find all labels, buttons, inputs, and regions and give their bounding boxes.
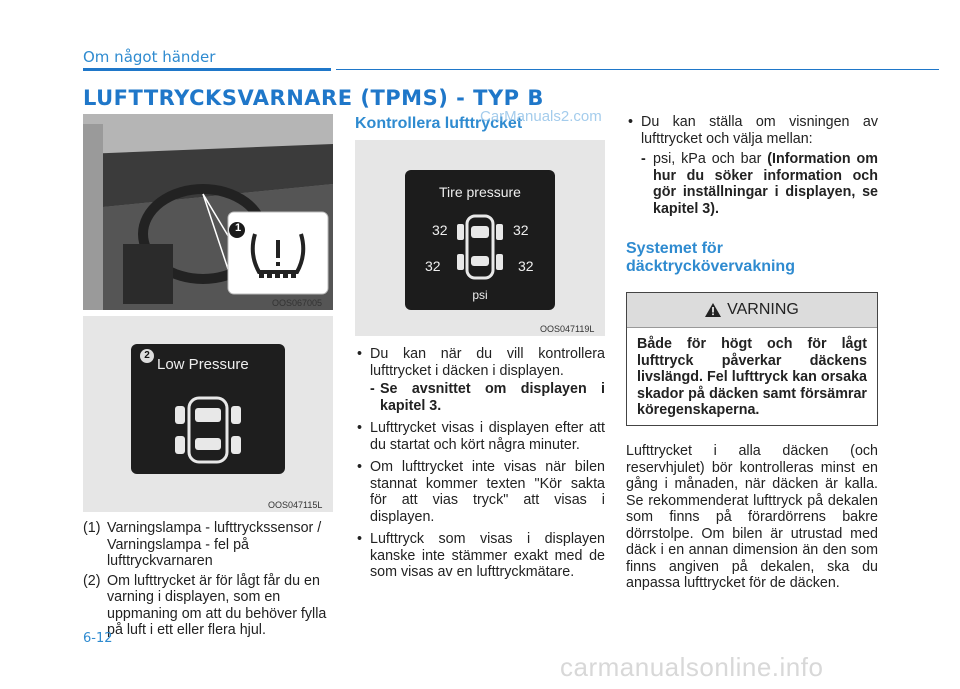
watermark-top: CarManuals2.com: [480, 108, 602, 125]
bullet-2: • Lufttrycket visas i displayen efter att du startat och kört några minuter.: [355, 420, 605, 453]
caption-2: [83, 573, 335, 639]
figure-code-3: OOS047119L: [540, 324, 595, 334]
tire-value-rear-left: 32: [425, 258, 441, 274]
header-rule-thin: [336, 69, 939, 70]
heading-check-pressure: Kontrollera lufttrycket: [355, 115, 523, 132]
caption-2-number: (2): [83, 572, 101, 589]
bullet-1: [355, 346, 605, 414]
figure-dashboard: [83, 114, 333, 310]
caption-1-text: Varningslampa - lufttryckssensor / Varningslampa - fel på lufttryckvarnaren: [107, 520, 322, 569]
sub-note-text: Se avsnittet om displayen i kapitel 3.: [380, 381, 605, 414]
page-number: 6-12: [83, 631, 113, 646]
unit-options-text: psi, kPa och bar: [653, 151, 762, 167]
figure-code-2: OOS047115L: [268, 500, 323, 510]
unit-options-info: (Information om hur du söker information och gör inställningar i displayen, se kapitel 3).: [653, 151, 878, 217]
unit-options: - psi, kPa och bar (Information om hur du söker information och gör inställningar i displayen, se kapitel 3).: [641, 151, 878, 217]
car-top-view-icon: [171, 392, 245, 468]
tire-value-front-right: 32: [513, 222, 529, 238]
figure-low-pressure: [83, 316, 333, 512]
section-label: Om något händer: [83, 48, 216, 66]
heading-tpms-system: Systemet för däcktryckövervakning: [626, 240, 795, 275]
tire-value-front-left: 32: [432, 222, 448, 238]
right-bullet: [626, 114, 878, 217]
tpms-paragraph: Lufttrycket i alla däcken (och reservhjulet) bör kontrolleras minst en gång i månaden, när däcken är kalla. Se rekommenderat lufttryck på dekalen som finns på förardörrens bakre dörrstolpe. Om bilen är utrustad med däck i en annan dimension än den som finns angiven på dekalen, ska du anpassa lufttrycket för de däcken.: [626, 443, 878, 591]
watermark-bottom: carmanualsonline.info: [560, 652, 824, 682]
dashboard-illustration: [83, 114, 333, 310]
bullet-4: • Lufttryck som visas i displayen kanske inte stämmer exakt med de som visas av en lufttryckmätare.: [355, 531, 605, 581]
warning-text: Både för högt och för lågt lufttryck påverkar däckens livslängd. Fel lufttryck kan orsaka skador på däcken samt försämrar köregenskaperna.: [637, 336, 867, 418]
tire-display-title: Tire pressure: [439, 184, 521, 200]
header-rule-thick: [83, 68, 331, 71]
callout-1: 1: [234, 222, 242, 234]
display-panel: [131, 344, 285, 474]
warning-label: VARNING: [727, 301, 799, 318]
left-captions: [83, 520, 335, 639]
page-title: LUFTTRYCKSVARNARE (TPMS) - TYP B: [83, 86, 544, 110]
tire-unit-label: psi: [472, 288, 488, 302]
warning-header: [627, 293, 877, 328]
callout-2: 2: [140, 349, 154, 363]
caption-2-text: Om lufttrycket är för lågt får du en varning i displayen, som en uppmaning om att du behöver fylla på luft i ett eller flera hjul.: [107, 572, 327, 638]
figure-code-1: OOS067005: [272, 298, 323, 308]
warning-box: [626, 292, 878, 426]
caption-1: [83, 520, 335, 570]
tire-value-rear-right: 32: [518, 258, 534, 274]
bullet-3: • Om lufttrycket inte visas när bilen stannat kommer texten "Kör sakta för att vias tryck" att visas i displayen.: [355, 459, 605, 525]
sub-note: - Se avsnittet om displayen i kapitel 3.: [370, 381, 605, 414]
figure-tire-pressure: [355, 140, 605, 336]
right-bullet-text: Du kan ställa om visningen av lufttrycket och välja mellan:: [641, 114, 878, 147]
caption-1-number: (1): [83, 520, 101, 536]
car-top-view-icon: [455, 212, 505, 284]
bullet-1-text: Du kan när du vill kontrollera lufttrycket i däcken i displayen.: [370, 346, 605, 379]
low-pressure-label: Low Pressure: [157, 356, 249, 373]
middle-bullets: [355, 346, 605, 587]
warning-triangle-icon: [705, 303, 721, 317]
tire-display: [405, 170, 555, 310]
right-top-bullets: [626, 114, 878, 223]
